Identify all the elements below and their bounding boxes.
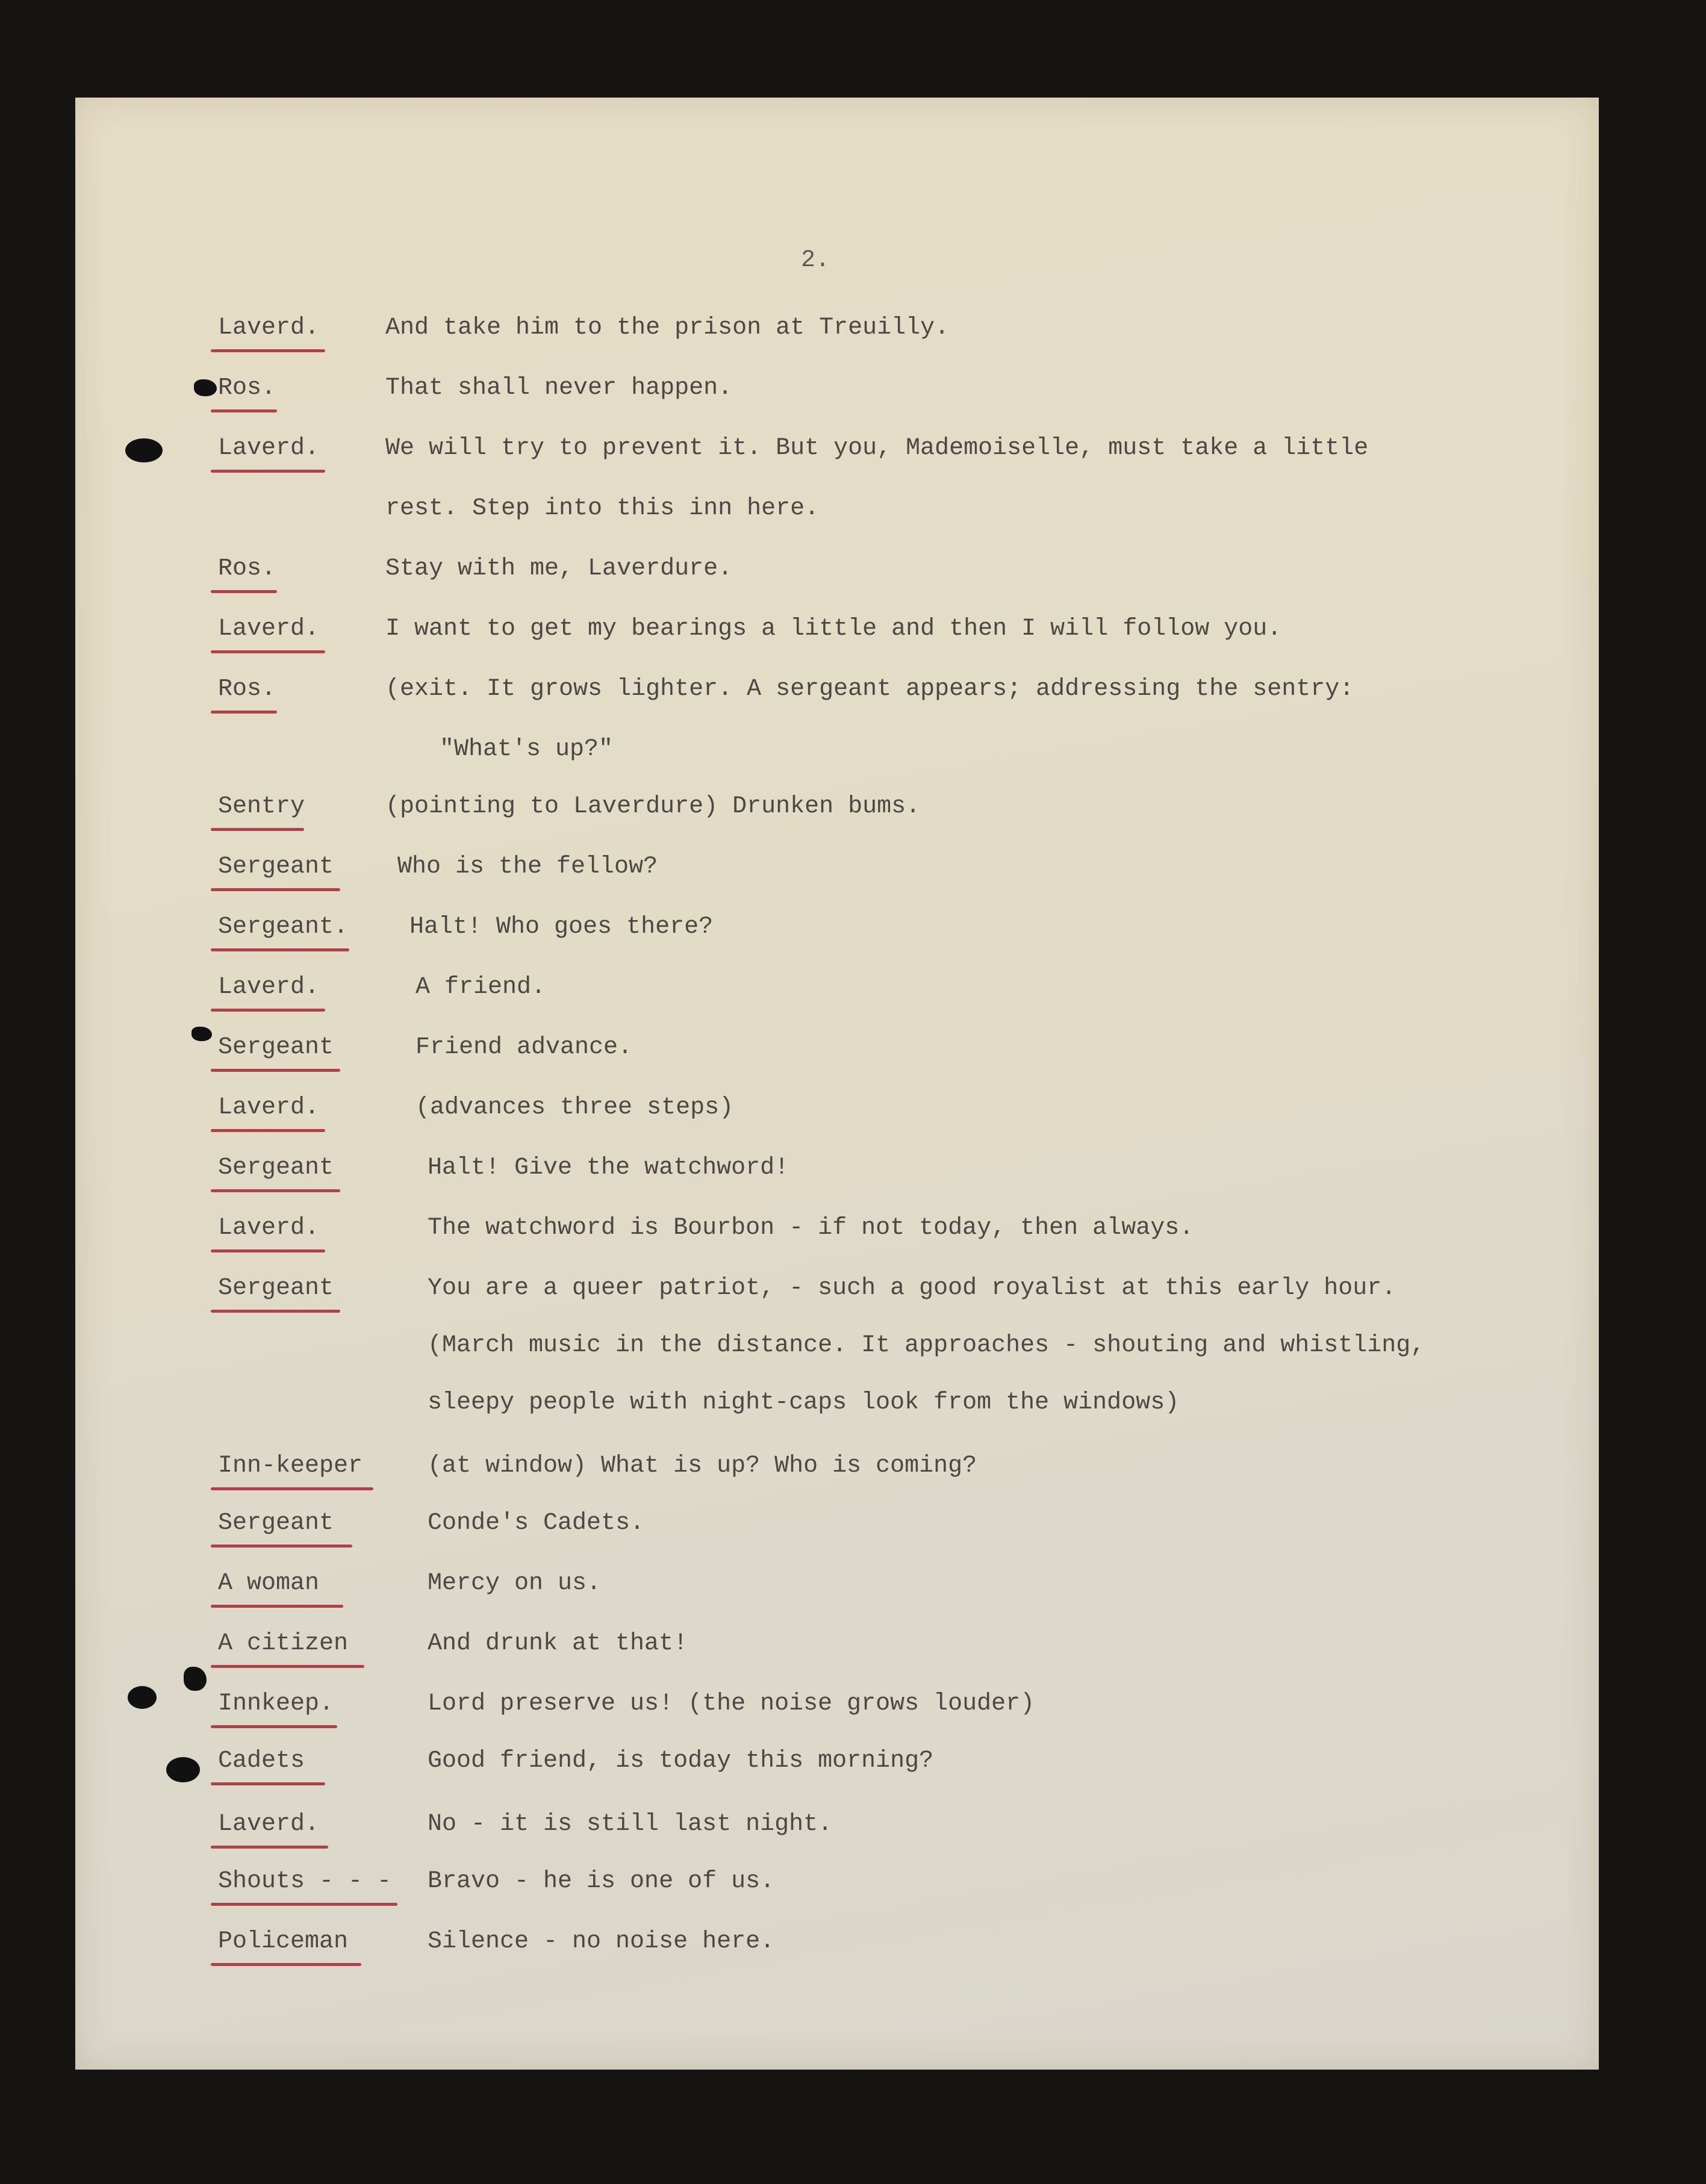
speaker-name: Sentry xyxy=(218,793,305,820)
speaker-name: Cadets xyxy=(218,1747,305,1775)
script-line xyxy=(0,852,1706,912)
dialogue-text: A friend. xyxy=(416,974,546,1001)
punch-hole xyxy=(184,1667,207,1691)
speaker-name: Laverd. xyxy=(218,974,320,1001)
dialogue-text: (March music in the distance. It approaches - shouting and whistling, xyxy=(428,1332,1425,1359)
speaker-name: Sergeant xyxy=(218,1275,334,1302)
dialogue-text: sleepy people with night-caps look from the windows) xyxy=(428,1389,1180,1416)
speaker-underline xyxy=(211,1069,340,1072)
speaker-name: Laverd. xyxy=(218,1215,320,1242)
dialogue-text: (pointing to Laverdure) Drunken bums. xyxy=(385,793,921,820)
speaker-underline xyxy=(211,1249,325,1252)
speaker-underline xyxy=(211,470,325,473)
page-number: 2. xyxy=(801,247,830,274)
speaker-name: Laverd. xyxy=(218,1811,320,1838)
speaker-underline xyxy=(211,1963,361,1966)
script-line xyxy=(0,434,1706,494)
speaker-underline xyxy=(211,828,304,831)
dialogue-text: Stay with me, Laverdure. xyxy=(385,555,733,582)
dialogue-text: Silence - no noise here. xyxy=(428,1928,775,1955)
dialogue-text: (at window) What is up? Who is coming? xyxy=(428,1452,977,1479)
speaker-underline xyxy=(211,1310,340,1313)
script-line xyxy=(0,1569,1706,1629)
speaker-name: A citizen xyxy=(218,1630,349,1657)
script-line xyxy=(0,912,1706,972)
script-line xyxy=(0,1927,1706,1987)
punch-hole xyxy=(125,438,163,462)
speaker-name: Ros. xyxy=(218,375,276,402)
speaker-underline xyxy=(211,1782,325,1785)
script-line xyxy=(0,674,1706,735)
script-line xyxy=(0,1213,1706,1274)
script-line xyxy=(0,373,1706,434)
dialogue-text: Lord preserve us! (the noise grows louder) xyxy=(428,1690,1035,1717)
script-line xyxy=(0,313,1706,373)
speaker-underline xyxy=(211,1009,325,1012)
speaker-underline xyxy=(211,1605,343,1608)
script-line xyxy=(0,792,1706,852)
dialogue-text: Friend advance. xyxy=(416,1034,633,1061)
speaker-underline xyxy=(211,1189,340,1192)
script-line xyxy=(0,972,1706,1033)
dialogue-text: (advances three steps) xyxy=(416,1094,734,1121)
speaker-name: Innkeep. xyxy=(218,1690,334,1717)
dialogue-text: You are a queer patriot, - such a good royalist at this early hour. xyxy=(428,1275,1396,1302)
speaker-underline xyxy=(211,409,277,412)
punch-hole xyxy=(166,1757,200,1782)
speaker-underline xyxy=(211,650,325,653)
script-line xyxy=(0,1689,1706,1749)
dialogue-text: And drunk at that! xyxy=(428,1630,688,1657)
dialogue-text: Bravo - he is one of us. xyxy=(428,1868,775,1895)
speaker-underline xyxy=(211,349,325,352)
script-line xyxy=(0,1274,1706,1334)
dialogue-text: I want to get my bearings a little and then I will follow you. xyxy=(385,615,1282,642)
script-line xyxy=(0,614,1706,674)
speaker-name: Laverd. xyxy=(218,435,320,462)
speaker-name: Inn-keeper xyxy=(218,1452,363,1479)
speaker-underline xyxy=(211,1846,328,1849)
dialogue-text: No - it is still last night. xyxy=(428,1811,833,1838)
speaker-name: Sergeant xyxy=(218,1510,334,1537)
script-line xyxy=(0,1451,1706,1511)
speaker-underline xyxy=(211,1129,325,1132)
dialogue-text: The watchword is Bourbon - if not today, then always. xyxy=(428,1215,1194,1242)
speaker-name: A woman xyxy=(218,1570,320,1597)
speaker-name: Shouts - - - xyxy=(218,1868,392,1895)
script-line xyxy=(0,554,1706,614)
script-line xyxy=(0,1867,1706,1927)
script-line xyxy=(0,1629,1706,1689)
script-line xyxy=(0,1331,1706,1391)
speaker-name: Policeman xyxy=(218,1928,349,1955)
speaker-name: Laverd. xyxy=(218,1094,320,1121)
speaker-underline xyxy=(211,948,349,951)
script-line xyxy=(0,494,1706,554)
dialogue-text: rest. Step into this inn here. xyxy=(385,495,820,522)
script-line xyxy=(0,735,1706,795)
speaker-name: Sergeant xyxy=(218,1154,334,1181)
script-line xyxy=(0,1388,1706,1448)
speaker-underline xyxy=(211,1725,337,1728)
speaker-name: Ros. xyxy=(218,555,276,582)
speaker-underline xyxy=(211,590,277,593)
script-line xyxy=(0,1809,1706,1870)
dialogue-text: And take him to the prison at Treuilly. xyxy=(385,314,950,341)
speaker-underline xyxy=(211,1487,373,1490)
speaker-underline xyxy=(211,1665,364,1668)
punch-hole xyxy=(194,379,217,396)
dialogue-text: Mercy on us. xyxy=(428,1570,602,1597)
speaker-name: Ros. xyxy=(218,676,276,703)
speaker-name: Laverd. xyxy=(218,314,320,341)
dialogue-text: Who is the fellow? xyxy=(397,853,658,880)
dialogue-text: That shall never happen. xyxy=(385,375,733,402)
script-line xyxy=(0,1033,1706,1093)
speaker-name: Laverd. xyxy=(218,615,320,642)
script-line xyxy=(0,1508,1706,1569)
punch-hole xyxy=(128,1686,157,1709)
speaker-name: Sergeant xyxy=(218,853,334,880)
script-line xyxy=(0,1746,1706,1806)
script-line xyxy=(0,1093,1706,1153)
dialogue-text: Halt! Who goes there? xyxy=(409,913,714,941)
dialogue-text: Conde's Cadets. xyxy=(428,1510,645,1537)
dialogue-text: Halt! Give the watchword! xyxy=(428,1154,789,1181)
dialogue-text: Good friend, is today this morning? xyxy=(428,1747,934,1775)
script-line xyxy=(0,1153,1706,1213)
punch-hole xyxy=(191,1027,212,1041)
speaker-name: Sergeant. xyxy=(218,913,349,941)
dialogue-text: "What's up?" xyxy=(440,736,614,763)
speaker-underline xyxy=(211,1903,397,1906)
speaker-underline xyxy=(211,1545,352,1548)
speaker-underline xyxy=(211,711,277,714)
dialogue-text: (exit. It grows lighter. A sergeant appears; addressing the sentry: xyxy=(385,676,1354,703)
speaker-underline xyxy=(211,888,340,891)
speaker-name: Sergeant xyxy=(218,1034,334,1061)
dialogue-text: We will try to prevent it. But you, Mademoiselle, must take a little xyxy=(385,435,1369,462)
